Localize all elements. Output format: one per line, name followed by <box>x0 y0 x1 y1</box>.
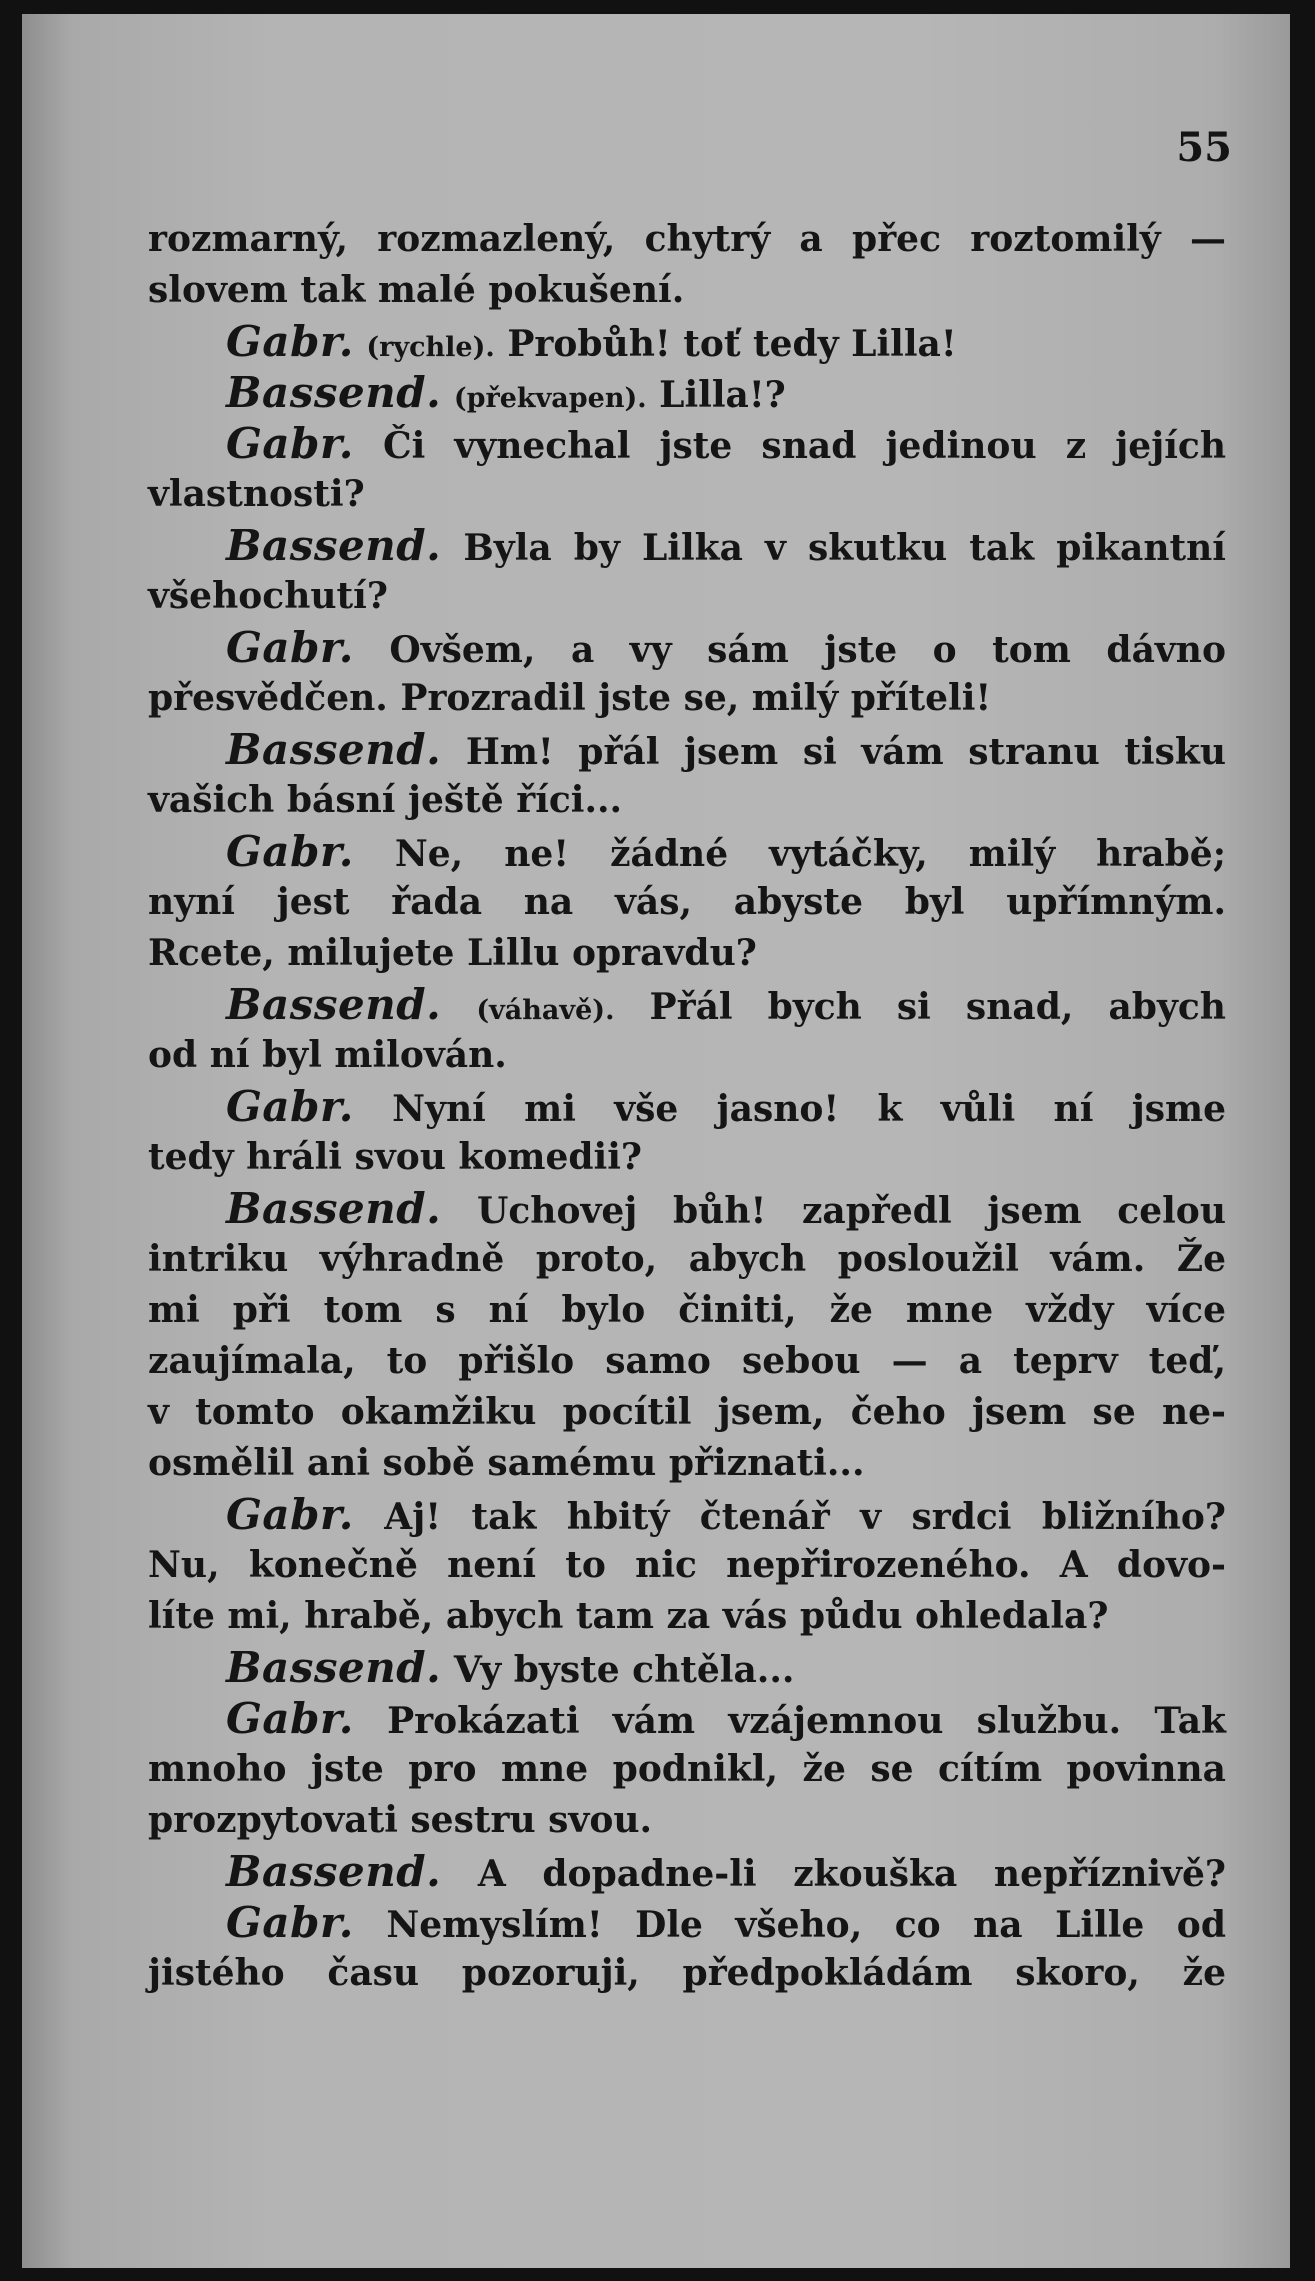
dialogue-line <box>148 724 1226 775</box>
text-line: rozmarný, rozmazlený, chytrý a přec roztomilý — <box>148 218 1226 260</box>
text-line: všehochutí? <box>148 575 388 617</box>
text-line: tedy hráli svou komedii? <box>148 1136 642 1178</box>
speaker-name: Gabr. <box>226 827 354 876</box>
text-line: prozpytovati sestru svou. <box>148 1799 653 1841</box>
dialogue-line <box>148 367 1226 418</box>
dialogue-line <box>148 1846 1226 1897</box>
book-page <box>22 14 1290 2268</box>
stage-direction: (rychle). <box>366 332 495 363</box>
text-line: osmělil ani sobě samému přiznati... <box>148 1442 865 1484</box>
speaker-name: Bassend. <box>226 521 442 570</box>
text-line: líte mi, hrabě, abych tam za vás půdu ohledala? <box>148 1595 1109 1637</box>
text-line: Rcete, milujete Lillu opravdu? <box>148 932 757 974</box>
dialogue-text: Přál bych si snad, abych <box>649 986 1226 1028</box>
dialogue-text: Či vynechal jste snad jedinou z jejích <box>382 425 1226 467</box>
text-line: zaujímala, to přišlo samo sebou — a teprv teď, <box>148 1340 1226 1382</box>
page-number: 55 <box>1176 124 1232 171</box>
dialogue-text: Uchovej bůh! zapředl jsem celou <box>476 1190 1226 1232</box>
speaker-name: Gabr. <box>226 623 354 672</box>
dialogue-text: Hm! přál jsem si vám stranu tisku <box>465 731 1226 773</box>
speaker-name: Bassend. <box>226 1184 442 1233</box>
dialogue-line <box>148 1081 1226 1132</box>
speaker-name: Gabr. <box>226 419 354 468</box>
dialogue-text: A dopadne-li zkouška nepříznivě? <box>477 1853 1226 1895</box>
dialogue-line <box>148 1897 1226 1948</box>
stage-direction: (váhavě). <box>476 995 615 1026</box>
dialogue-text: Probůh! toť tedy Lilla! <box>507 323 957 365</box>
dialogue-line <box>148 979 1226 1030</box>
speaker-name: Gabr. <box>226 1490 354 1539</box>
dialogue-text: Lilla!? <box>659 374 786 416</box>
dialogue-line <box>148 1183 1226 1234</box>
text-line: nyní jest řada na vás, abyste byl upřímným. <box>148 881 1226 923</box>
dialogue-line <box>148 1642 1226 1693</box>
dialogue-line <box>148 1693 1226 1744</box>
dialogue-text: Aj! tak hbitý čtenář v srdci bližního? <box>384 1496 1226 1538</box>
text-line: mnoho jste pro mne podnikl, že se cítím povinna <box>148 1748 1226 1790</box>
dialogue-line <box>148 418 1226 469</box>
dialogue-text: Prokázati vám vzájemnou službu. Tak <box>387 1700 1226 1742</box>
dialogue-text: Nyní mi vše jasno! k vůli ní jsme <box>392 1088 1226 1130</box>
dialogue-text: Vy byste chtěla... <box>453 1649 795 1691</box>
text-line: od ní byl milován. <box>148 1034 507 1076</box>
speaker-name: Bassend. <box>226 368 442 417</box>
dialogue-line <box>148 520 1226 571</box>
text-line: v tomto okamžiku pocítil jsem, čeho jsem se ne- <box>148 1391 1226 1433</box>
speaker-name: Gabr. <box>226 1694 354 1743</box>
dialogue-text: Ovšem, a vy sám jste o tom dávno <box>389 629 1226 671</box>
stage-direction: (překvapen). <box>453 383 647 414</box>
text-line: Nu, konečně není to nic nepřirozeného. A dovo- <box>148 1544 1226 1586</box>
text-line: mi při tom s ní bylo činiti, že mne vždy více <box>148 1289 1226 1331</box>
speaker-name: Gabr. <box>226 1082 354 1131</box>
dialogue-line <box>148 622 1226 673</box>
text-line: intriku výhradně proto, abych posloužil vám. Že <box>148 1238 1226 1280</box>
speaker-name: Bassend. <box>226 1643 442 1692</box>
text-line: přesvědčen. Prozradil jste se, milý příteli! <box>148 677 992 719</box>
body-text <box>148 214 1226 1999</box>
speaker-name: Bassend. <box>226 1847 442 1896</box>
speaker-name: Gabr. <box>226 1898 354 1947</box>
text-line: vlastnosti? <box>148 473 365 515</box>
dialogue-line <box>148 826 1226 877</box>
speaker-name: Bassend. <box>226 725 442 774</box>
dialogue-line <box>148 1489 1226 1540</box>
speaker-name: Gabr. <box>226 317 354 366</box>
dialogue-text: Byla by Lilka v skutku tak pikantní <box>463 527 1226 569</box>
speaker-name: Bassend. <box>226 980 442 1029</box>
dialogue-text: Ne, ne! žádné vytáčky, milý hrabě; <box>394 833 1226 875</box>
text-line: slovem tak malé pokušení. <box>148 269 685 311</box>
dialogue-line <box>148 316 1226 367</box>
dialogue-text: Nemyslím! Dle všeho, co na Lille od <box>386 1904 1226 1946</box>
text-line: vašich básní ještě říci... <box>148 779 623 821</box>
text-line: jistého času pozoruji, předpokládám skoro, že <box>148 1952 1226 1994</box>
